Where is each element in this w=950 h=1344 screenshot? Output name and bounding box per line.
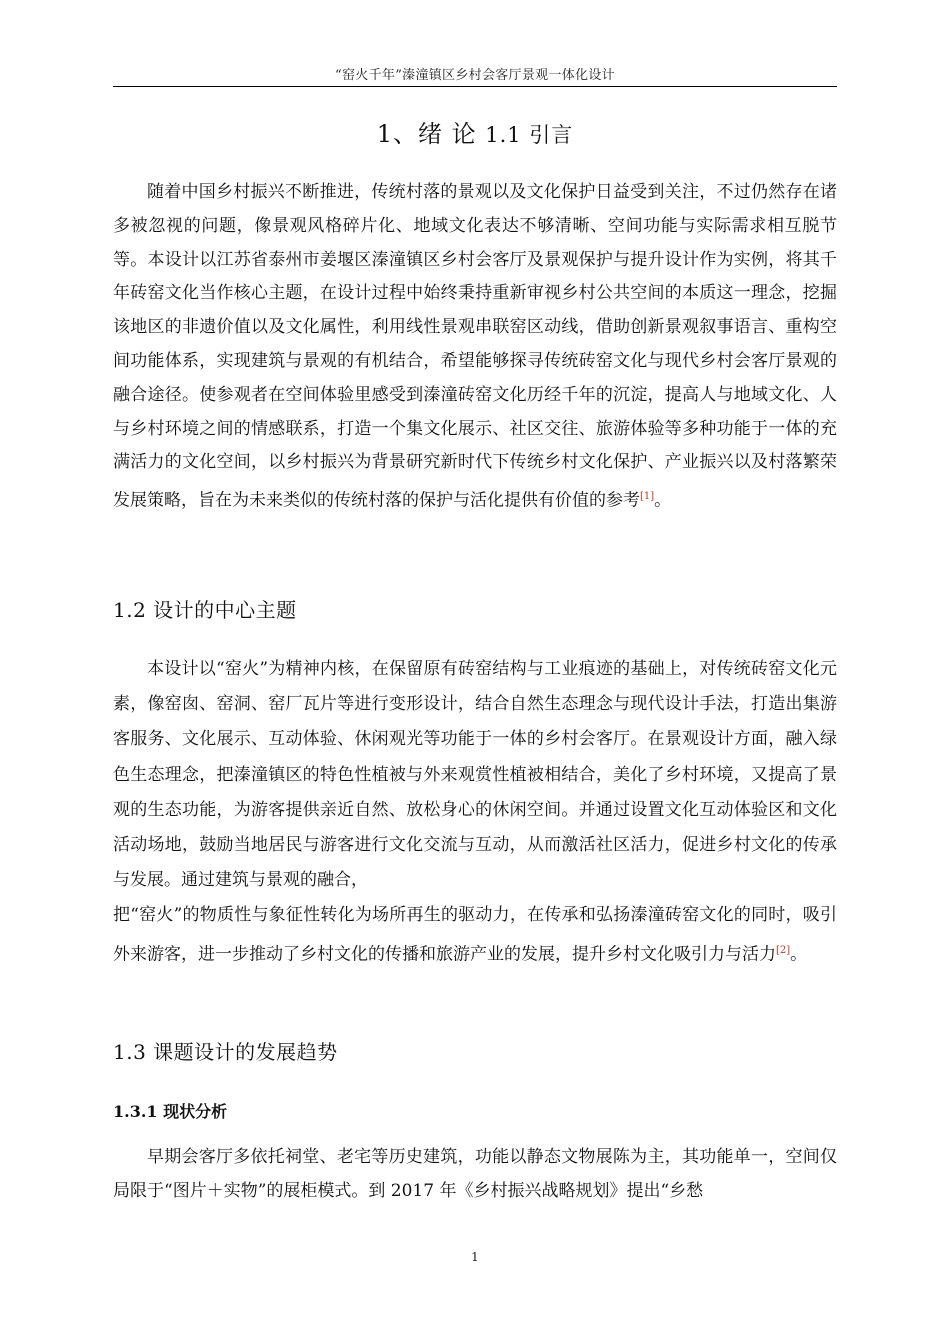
section-1-2-body-b: 把“窑火”的物质性与象征性转化为场所再生的驱动力，在传承和弘扬溱潼砖窑文化的同时，吸引外来游客，进一步推动了乡村文化的传播和旅游产业的发展，提升乡村文化吸引力与活力: [113, 905, 837, 965]
section-1-3-1-body: 早期会客厅多依托祠堂、老宅等历史建筑，功能以静态文物展陈为主，其功能单一，空间仅局限于“图片＋实物”的展柜模式。到 2017 年《乡村振兴战略规划》提出“乡愁: [113, 1147, 837, 1201]
chapter-title-text: 1、绪 论: [376, 120, 477, 148]
header-rule: [113, 86, 837, 87]
section-1-1-heading: 1.1 引言: [485, 123, 574, 147]
page-number: 1: [471, 1250, 479, 1264]
chapter-title: [113, 114, 837, 149]
section-1-2-paragraph-a: [113, 652, 837, 898]
section-1-1-paragraph: [113, 176, 837, 519]
section-1-2-paragraph-b: [113, 898, 837, 973]
citation-2[interactable]: [2]: [776, 945, 791, 957]
section-1-3-1-paragraph: [113, 1141, 837, 1209]
running-header: “窑火千年”溱潼镇区乡村会客厅景观一体化设计: [335, 68, 615, 83]
section-1-2-heading: 1.2 设计的中心主题: [113, 598, 297, 622]
section-1-3-heading: 1.3 课题设计的发展趋势: [113, 1040, 338, 1064]
section-1-3-1-heading: 1.3.1 现状分析: [113, 1102, 228, 1121]
citation-1[interactable]: [1]: [640, 491, 655, 503]
section-1-2-end: 。: [790, 944, 808, 965]
section-1-1-body: 随着中国乡村振兴不断推进，传统村落的景观以及文化保护日益受到关注，不过仍然存在诸多被忽视的问题，像景观风格碎片化、地域文化表达不够清晰、空间功能与实际需求相互脱节等。本设计以江苏省泰州市姜堰区溱潼镇区乡村会客厅及景观保护与提升设计作为实例，将其千年砖窑文化当作核心主题，在设计过程中始终秉持重新审视乡村公共空间的本质这一理念，挖掘该地区的非遗价值以及文化属性，利用线性景观串联窑区动线，借助创新景观叙事语言、重构空间功能体系，实现建筑与景观的有机结合，希望能够探寻传统砖窑文化与现代乡村会客厅景观的融合途径。使参观者在空间体验里感受到溱潼砖窑文化历经千年的沉淀，提高人与地域文化、人与乡村环境之间的情感联系，打造一个集文化展示、社区交往、旅游体验等多种功能于一体的充满活力的文化空间，以乡村振兴为背景研究新时代下传统乡村文化保护、产业振兴以及村落繁荣发展策略，旨在为未来类似的传统村落的保护与活化提供有价值的参考: [113, 182, 837, 511]
section-1-1-end: 。: [654, 490, 672, 511]
section-1-2-body-a: 本设计以“窑火”为精神内核，在保留原有砖窑结构与工业痕迹的基础上，对传统砖窑文化元素，像窑囱、窑洞、窑厂瓦片等进行变形设计，结合自然生态理念与现代设计手法，打造出集游客服务、文化展示、互动体验、休闲观光等功能于一体的乡村会客厅。在景观设计方面，融入绿色生态理念，把溱潼镇区的特色性植被与外来观赏性植被相结合，美化了乡村环境，又提高了景观的生态功能，为游客提供亲近自然、放松身心的休闲空间。并通过设置文化互动体验区和文化活动场地，鼓励当地居民与游客进行文化交流与互动，从而激活社区活力，促进乡村文化的传承与发展。通过建筑与景观的融合，: [113, 659, 837, 891]
